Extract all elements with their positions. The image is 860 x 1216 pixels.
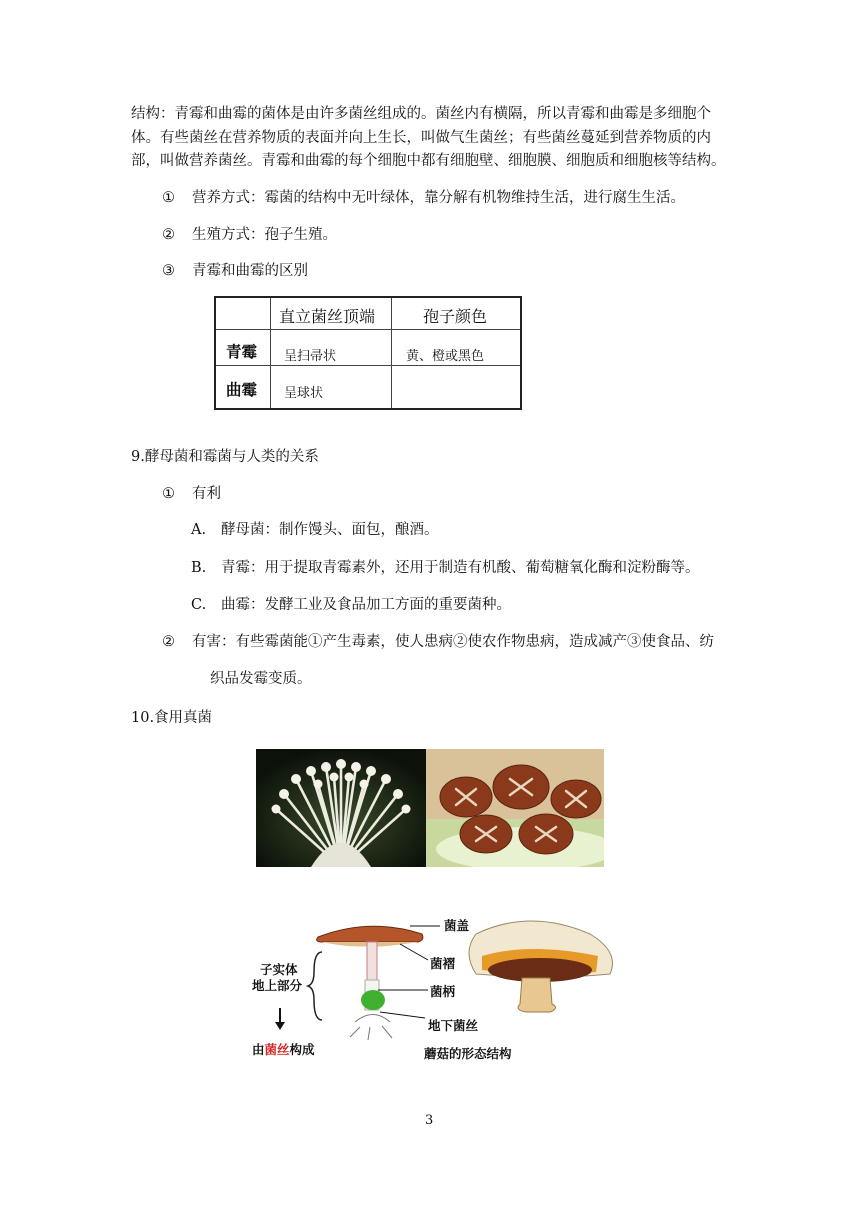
list-item	[162, 225, 337, 245]
harm-continuation: 织品发霉变质。	[210, 671, 312, 687]
item-number: ②	[162, 634, 175, 650]
table-divider	[270, 298, 271, 408]
intro-line-2: 体。有些菌丝在营养物质的表面并向上生长，叫做气生菌丝；有些菌丝蔓延到营养物质的内	[131, 130, 711, 146]
list-item	[162, 188, 685, 208]
table-row-name: 曲霉	[226, 381, 258, 399]
intro-line-3: 部，叫做营养菌丝。青霉和曲霉的每个细胞中都有细胞壁、细胞膜、细胞质和细胞核等结构。	[131, 153, 726, 169]
page-number: 3	[425, 1113, 434, 1128]
table-divider	[391, 298, 392, 408]
list-item	[162, 632, 714, 652]
label-gill: 菌褶	[430, 956, 456, 971]
label-made-prefix: 由	[252, 1042, 265, 1057]
item-text: 有利	[192, 486, 221, 502]
item-text: 有害：有些霉菌能①产生毒素，使人患病②使农作物患病，造成减产③使食品、纺	[192, 634, 714, 650]
sub-item	[191, 520, 439, 540]
mushroom-structure-diagram	[250, 912, 630, 1062]
table-cell: 黄、橙或黑色	[406, 349, 485, 364]
sub-item-letter: A.	[191, 522, 207, 538]
item-text: 营养方式：霉菌的结构中无叶绿体，靠分解有机物维持生活，进行腐生生活。	[192, 190, 685, 206]
sub-item-letter: C.	[191, 597, 207, 613]
enoki-mushroom-photo	[256, 749, 426, 867]
label-cap: 菌盖	[444, 918, 470, 933]
item-text: 生殖方式：孢子生殖。	[192, 227, 337, 243]
sub-item-text: 曲霉：发酵工业及食品加工方面的重要菌种。	[221, 597, 511, 613]
label-underground-hyphae: 地下菌丝	[428, 1018, 479, 1033]
table-row-name: 青霉	[226, 343, 258, 361]
label-fruiting-body: 子实体	[260, 962, 298, 977]
comparison-table	[214, 296, 522, 410]
shiitake-mushroom-photo	[426, 749, 604, 867]
table-divider	[216, 329, 520, 330]
table-header-col2: 孢子颜色	[423, 307, 488, 326]
label-made-highlight: 菌丝	[264, 1042, 290, 1057]
sub-item	[191, 595, 511, 615]
sub-item	[191, 558, 700, 578]
diagram-caption: 蘑菇的形态结构	[424, 1046, 512, 1061]
sub-item-text: 青霉：用于提取青霉素外，还用于制造有机酸、葡萄糖氧化酶和淀粉酶等。	[221, 560, 700, 576]
table-cell: 呈球状	[284, 386, 324, 401]
list-item	[162, 261, 308, 281]
section-10-title: 10.食用真菌	[131, 710, 213, 726]
label-above-ground: 地上部分	[252, 978, 303, 993]
item-number: ①	[162, 190, 175, 206]
sub-item-letter: B.	[191, 560, 207, 576]
item-text: 青霉和曲霉的区别	[192, 263, 308, 279]
item-number: ①	[162, 486, 175, 502]
label-made-of-hyphae	[252, 1040, 315, 1058]
label-stalk: 菌柄	[430, 984, 456, 999]
list-item	[162, 484, 221, 504]
section-9-title: 9.酵母菌和霉菌与人类的关系	[131, 449, 319, 465]
table-cell: 呈扫帚状	[284, 349, 337, 364]
table-divider	[216, 365, 520, 366]
table-header-col1: 直立菌丝顶端	[279, 307, 376, 326]
item-number: ②	[162, 227, 175, 243]
label-made-suffix: 构成	[289, 1042, 315, 1057]
item-number: ③	[162, 263, 175, 279]
sub-item-text: 酵母菌：制作馒头、面包，酿酒。	[221, 522, 439, 538]
intro-line-1: 结构：青霉和曲霉的菌体是由许多菌丝组成的。菌丝内有横隔，所以青霉和曲霉是多细胞个	[131, 106, 711, 122]
